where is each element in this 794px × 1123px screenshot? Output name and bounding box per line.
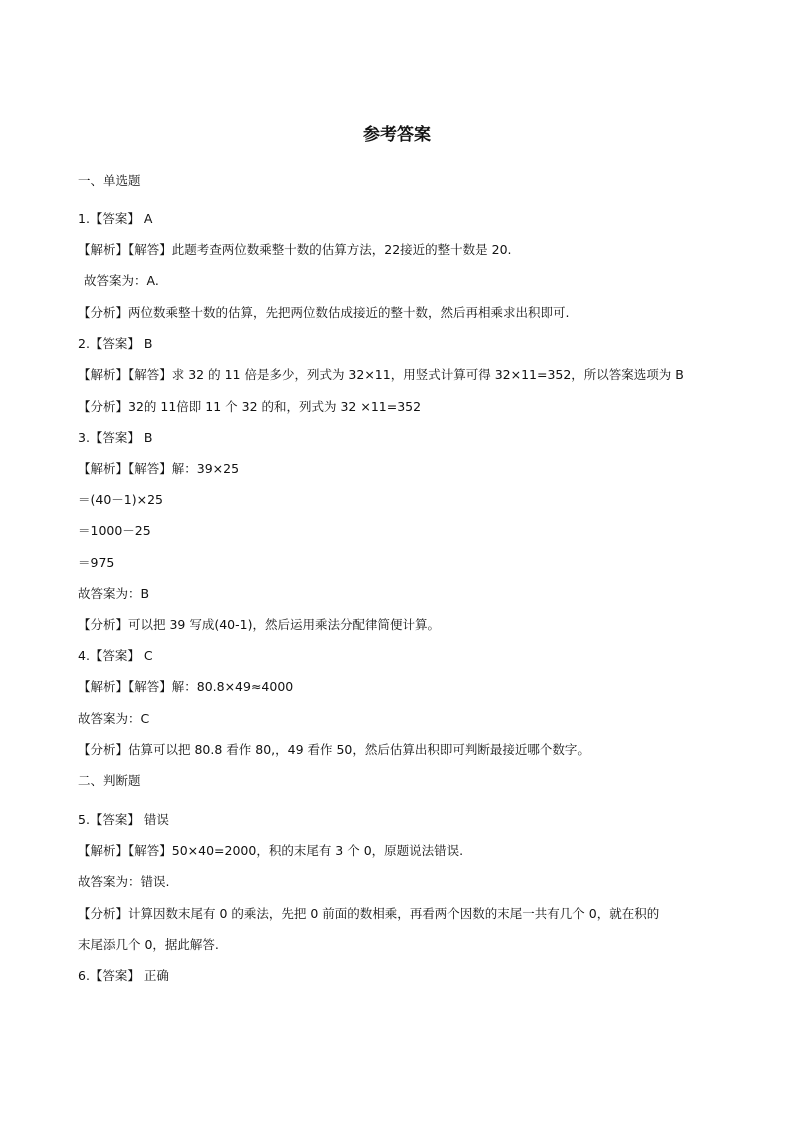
conclusion-line: 故答案为：A. [84, 273, 159, 288]
answer-line: 3.【答案】 B [78, 430, 153, 445]
calculation-step: ＝(40－1)×25 [78, 492, 163, 507]
answer-line: 2.【答案】 B [78, 336, 153, 351]
page-title: 参考答案 [363, 125, 431, 145]
analysis-line: 【分析】可以把 39 写成(40-1)，然后运用乘法分配律简便计算。 [78, 617, 440, 632]
conclusion-line: 故答案为：错误. [78, 874, 170, 889]
explanation-line: 【解析】【解答】此题考查两位数乘整十数的估算方法，22接近的整十数是 20. [78, 242, 512, 257]
conclusion-line: 故答案为：C [78, 711, 150, 726]
explanation-line: 【解析】【解答】解：80.8×49≈4000 [78, 679, 294, 694]
section-heading: 二、判断题 [78, 773, 141, 788]
answer-line: 4.【答案】 C [78, 648, 153, 663]
calculation-step: ＝1000－25 [78, 523, 151, 538]
analysis-line: 【分析】两位数乘整十数的估算，先把两位数估成接近的整十数，然后再相乘求出积即可. [78, 305, 570, 320]
section-heading: 一、单选题 [78, 173, 141, 188]
explanation-line: 【解析】【解答】50×40=2000，积的末尾有 3 个 0，原题说法错误. [78, 843, 464, 858]
explanation-line: 【解析】【解答】求 32 的 11 倍是多少，列式为 32×11，用竖式计算可得 32×11=352，所以答案选项为 B [78, 367, 684, 382]
calculation-step: ＝975 [78, 555, 115, 570]
answer-line: 6.【答案】 正确 [78, 968, 169, 983]
conclusion-line: 故答案为：B [78, 586, 150, 601]
analysis-line: 【分析】32的 11倍即 11 个 32 的和，列式为 32 ×11=352 [78, 399, 422, 414]
analysis-line-continued: 末尾添几个 0，据此解答. [78, 937, 219, 952]
analysis-line: 【分析】估算可以把 80.8 看作 80,，49 看作 50，然后估算出积即可判断最接近哪个数字。 [78, 742, 590, 757]
answer-line: 1.【答案】 A [78, 211, 153, 226]
answer-line: 5.【答案】 错误 [78, 812, 169, 827]
explanation-line: 【解析】【解答】解：39×25 [78, 461, 240, 476]
analysis-line: 【分析】计算因数末尾有 0 的乘法，先把 0 前面的数相乘，再看两个因数的末尾一共有几个 0，就在积的 [78, 906, 660, 921]
